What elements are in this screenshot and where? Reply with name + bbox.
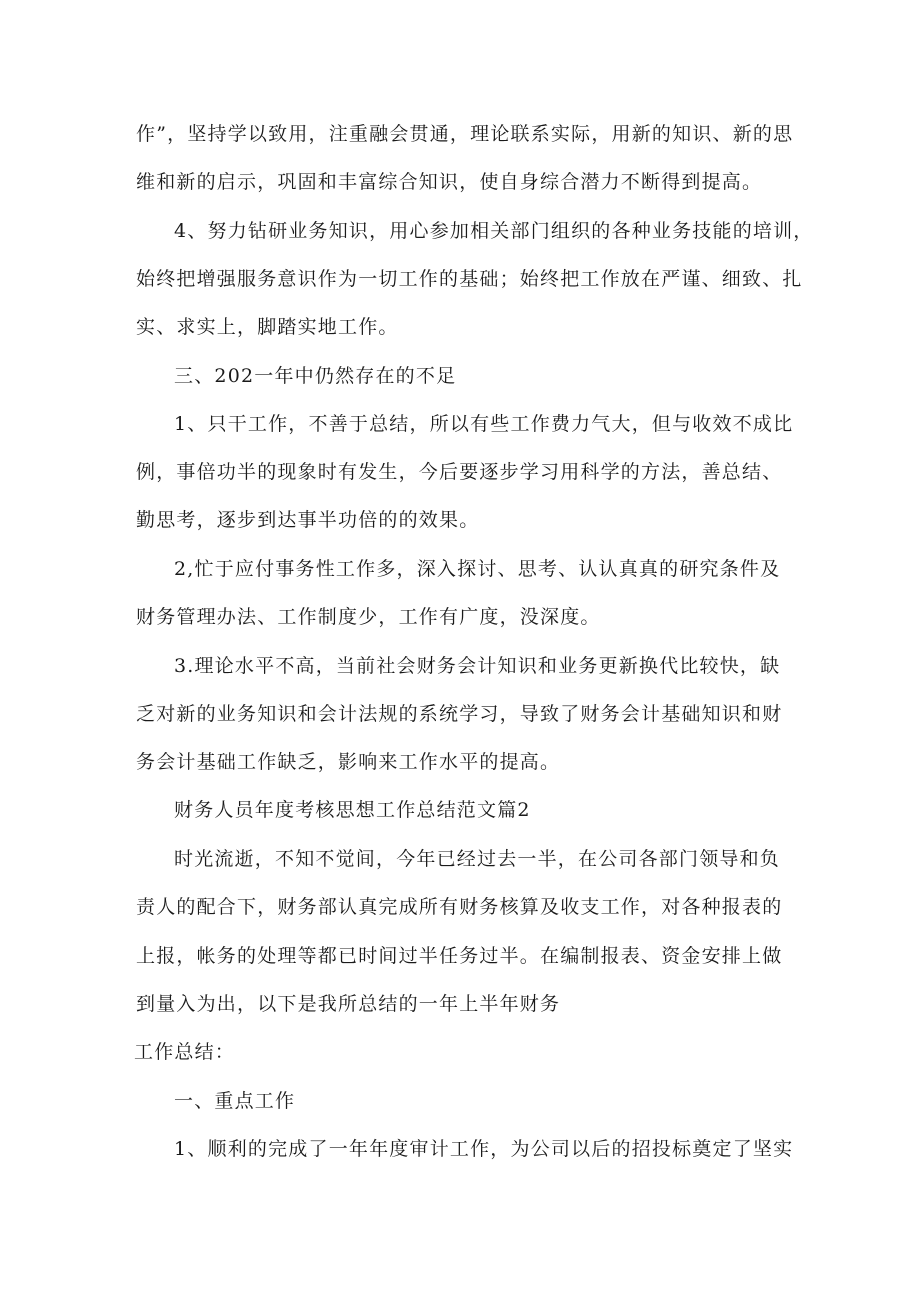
- text-line: 时光流逝，不知不觉间，今年已经过去一半，在公司各部门领导和负: [174, 848, 781, 870]
- text-line: 作”，坚持学以致用，注重融会贯通，理论联系实际，用新的知识、新的思: [136, 123, 794, 145]
- text-line: 2,忙于应付事务性工作多，深入探讨、思考、认认真真的研究条件及: [174, 558, 781, 580]
- text-line: 财务管理办法、工作制度少，工作有广度，没深度。: [136, 606, 601, 628]
- text-line: 例，事倍功半的现象时有发生，今后要逐步学习用科学的方法，善总结、: [136, 461, 783, 483]
- text-line: 实、求实上，脚踏实地工作。: [136, 316, 399, 338]
- text-line: 勤思考，逐步到达事半功倍的的效果。: [136, 509, 480, 531]
- text-line: 1、顺利的完成了一年年度审计工作，为公司以后的招投标奠定了坚实: [174, 1138, 794, 1160]
- text-line: 工作总结：: [134, 1041, 236, 1063]
- text-line: 责人的配合下，财务部认真完成所有财务核算及收支工作，对各种报表的: [136, 896, 783, 918]
- text-line: 乏对新的业务知识和会计法规的系统学习，导致了财务会计基础知识和财: [136, 703, 783, 725]
- text-line: 3.理论水平不高，当前社会财务会计知识和业务更新换代比较快，缺: [174, 655, 781, 677]
- text-line: 维和新的启示，巩固和丰富综合知识，使自身综合潜力不断得到提高。: [136, 171, 763, 193]
- text-line: 务会计基础工作缺乏，影响来工作水平的提高。: [136, 751, 561, 773]
- text-line: 上报，帐务的处理等都已时间过半任务过半。在编制报表、资金安排上做: [136, 945, 783, 967]
- article-title: 财务人员年度考核思想工作总结范文篇2: [174, 799, 531, 821]
- text-line: 始终把增强服务意识作为一切工作的基础；始终把工作放在严谨、细致、扎: [136, 268, 803, 290]
- section-heading: 三、202一年中仍然存在的不足: [174, 365, 457, 387]
- text-line: 1、只干工作，不善于总结，所以有些工作费力气大，但与收效不成比: [174, 413, 794, 435]
- section-heading: 一、重点工作: [174, 1090, 296, 1112]
- text-line: 4、努力钻研业务知识，用心参加相关部门组织的各种业务技能的培训，: [174, 220, 814, 242]
- text-line: 到量入为出，以下是我所总结的一年上半年财务: [136, 993, 561, 1015]
